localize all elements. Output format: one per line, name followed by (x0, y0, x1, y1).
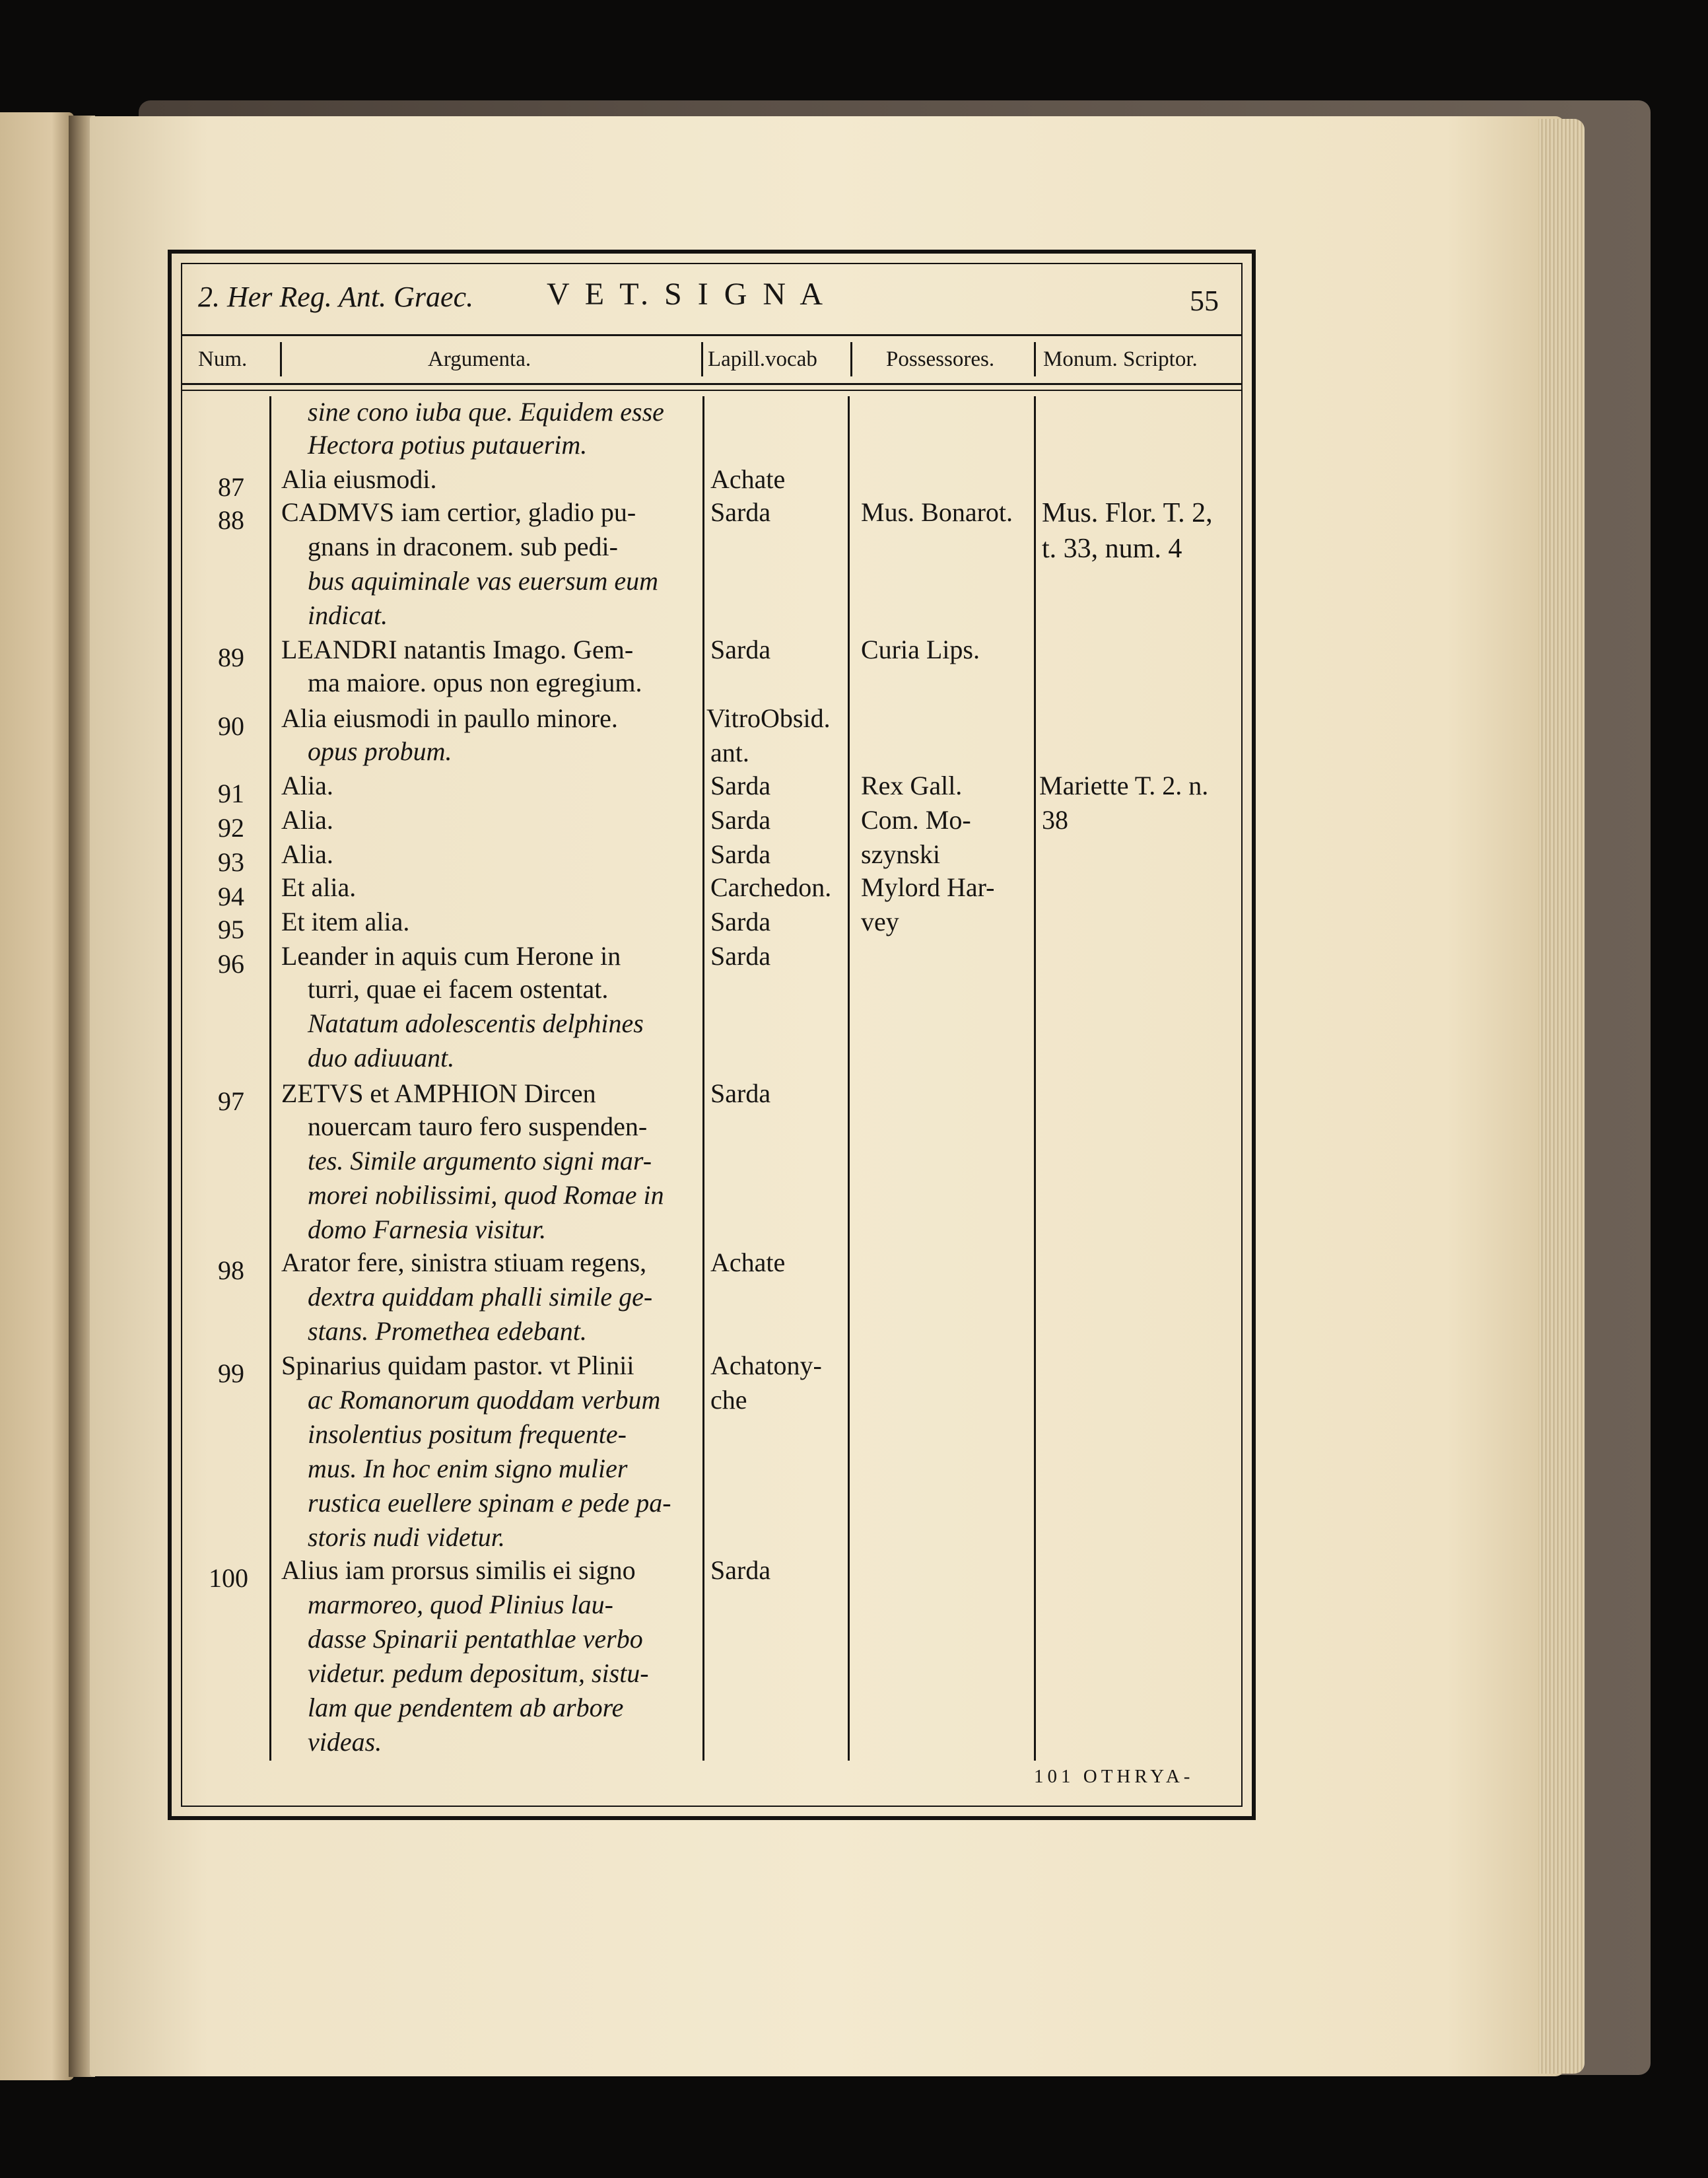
header-divider (280, 342, 282, 376)
lapis-name: Sarda (710, 635, 771, 664)
lapis-name: Carchedon. (710, 872, 832, 902)
lapis-name: Sarda (710, 1555, 771, 1585)
column-header-argumenta: Argumenta. (428, 347, 531, 371)
argument-line: lam que pendentem ab arbore (308, 1693, 624, 1722)
header-divider (1034, 342, 1036, 376)
lapis-name: VitroObsid. (706, 703, 831, 733)
lapis-name: Achate (710, 464, 786, 494)
argument-line: Alia. (281, 771, 333, 800)
argument-line: sine cono iuba que. Equidem esse (308, 397, 664, 427)
argument-line: videtur. pedum depositum, sistu- (308, 1658, 649, 1688)
argument-line: Natatum adolescentis delphines (308, 1008, 644, 1038)
entry-number: 92 (218, 813, 244, 843)
page-fore-edge (1538, 119, 1585, 2074)
argument-line: Hectora potius putauerim. (308, 430, 588, 460)
possessor-name: Mylord Har- (861, 872, 995, 902)
argument-line: Et item alia. (281, 907, 410, 936)
column-header-monum: Monum. Scriptor. (1043, 347, 1198, 371)
entry-number: 90 (218, 711, 244, 741)
column-rule-lapill (848, 396, 850, 1761)
argument-line: tes. Simile argumento signi mar- (308, 1146, 652, 1176)
argument-line: Alia. (281, 805, 333, 835)
argument-line: marmoreo, quod Plinius lau- (308, 1590, 613, 1619)
lapis-name: Achatony- (710, 1351, 822, 1380)
lapis-name: che (710, 1385, 747, 1415)
column-header-lapill: Lapill.vocab (708, 347, 817, 371)
argument-line: videas. (308, 1727, 382, 1757)
lapis-name: Sarda (710, 497, 771, 527)
argument-line: CADMVS iam certior, gladio pu- (281, 497, 636, 527)
entry-number: 94 (218, 882, 244, 911)
monument-reference: 38 (1042, 805, 1068, 835)
argument-line: nouercam tauro fero suspenden- (308, 1111, 648, 1141)
argument-line: Leander in aquis cum Herone in (281, 941, 621, 971)
entry-number: 95 (218, 915, 244, 944)
argument-line: opus probum. (308, 736, 452, 766)
lapis-name: ant. (710, 738, 749, 767)
possessor-name: szynski (861, 839, 940, 869)
entry-number: 88 (218, 505, 244, 535)
left-page-edge (0, 112, 74, 2080)
argument-line: Alius iam prorsus similis ei signo (281, 1555, 636, 1585)
page-number: 55 (1190, 285, 1219, 317)
header-divider (701, 342, 703, 376)
header-rule-double (182, 390, 1241, 391)
argument-line: rustica euellere spinam e pede pa- (308, 1488, 671, 1518)
argument-line: turri, quae ei facem ostentat. (308, 974, 609, 1004)
possessor-name: vey (861, 907, 899, 936)
entry-number: 91 (218, 779, 244, 808)
argument-line: dasse Spinarii pentathlae verbo (308, 1624, 643, 1654)
argument-line: storis nudi videtur. (308, 1522, 505, 1552)
argument-line: Et alia. (281, 872, 357, 902)
entry-number: 98 (218, 1255, 244, 1285)
header-divider (850, 342, 852, 376)
lapis-name: Sarda (710, 839, 771, 869)
argument-line: indicat. (308, 600, 388, 630)
column-header-possessores: Possessores. (886, 347, 995, 371)
argument-line: domo Farnesia visitur. (308, 1214, 547, 1244)
argument-line: mus. In hoc enim signo mulier (308, 1454, 628, 1483)
possessor-name: Rex Gall. (861, 771, 963, 800)
argument-line: morei nobilissimi, quod Romae in (308, 1180, 664, 1210)
argument-line: ZETVS et AMPHION Dircen (281, 1078, 596, 1108)
lapis-name: Sarda (710, 771, 771, 800)
monument-reference: Mus. Flor. T. 2, (1042, 498, 1213, 528)
lapis-name: Sarda (710, 1078, 771, 1108)
catchword: 101 OTHRYA- (1034, 1766, 1194, 1787)
possessor-name: Curia Lips. (861, 635, 980, 664)
column-rule-argumenta (702, 396, 704, 1761)
argument-line: Spinarius quidam pastor. vt Plinii (281, 1351, 634, 1380)
entry-number: 89 (218, 643, 244, 672)
argument-line: bus aquiminale vas euersum eum (308, 566, 659, 596)
argument-line: stans. Promethea edebant. (308, 1316, 587, 1346)
header-rule-bottom (182, 383, 1241, 385)
argument-line: gnans in draconem. sub pedi- (308, 532, 618, 561)
argument-line: Arator fere, sinistra stiuam regens, (281, 1247, 647, 1277)
lapis-name: Achate (710, 1247, 786, 1277)
entry-number: 97 (218, 1086, 244, 1116)
argument-line: Alia. (281, 839, 333, 869)
argument-line: ac Romanorum quoddam verbum (308, 1385, 661, 1415)
lapis-name: Sarda (710, 805, 771, 835)
entry-number: 87 (218, 472, 244, 502)
monument-reference: Mariette T. 2. n. (1039, 771, 1209, 800)
argument-line: duo adiuuant. (308, 1043, 455, 1072)
entry-number: 100 (209, 1563, 248, 1593)
possessor-name: Com. Mo- (861, 805, 971, 835)
argument-line: ma maiore. opus non egregium. (308, 668, 642, 697)
possessor-name: Mus. Bonarot. (861, 497, 1013, 527)
argument-line: LEANDRI natantis Imago. Gem- (281, 635, 634, 664)
column-rule-possessores (1034, 396, 1036, 1761)
running-head-left: 2. Her Reg. Ant. Graec. (198, 281, 474, 313)
header-rule-top (182, 334, 1241, 336)
lapis-name: Sarda (710, 941, 771, 971)
argument-line: Alia eiusmodi in paullo minore. (281, 703, 618, 733)
entry-number: 99 (218, 1358, 244, 1388)
entry-number: 93 (218, 847, 244, 877)
entry-number: 96 (218, 949, 244, 979)
argument-line: dextra quiddam phalli simile ge- (308, 1282, 653, 1312)
lapis-name: Sarda (710, 907, 771, 936)
monument-reference: t. 33, num. 4 (1042, 534, 1182, 564)
column-header-num: Num. (198, 347, 248, 371)
running-head-title: V E T. S I G N A (547, 277, 827, 312)
column-rule-num (269, 396, 271, 1761)
argument-line: insolentius positum frequente- (308, 1419, 627, 1449)
argument-line: Alia eiusmodi. (281, 464, 437, 494)
